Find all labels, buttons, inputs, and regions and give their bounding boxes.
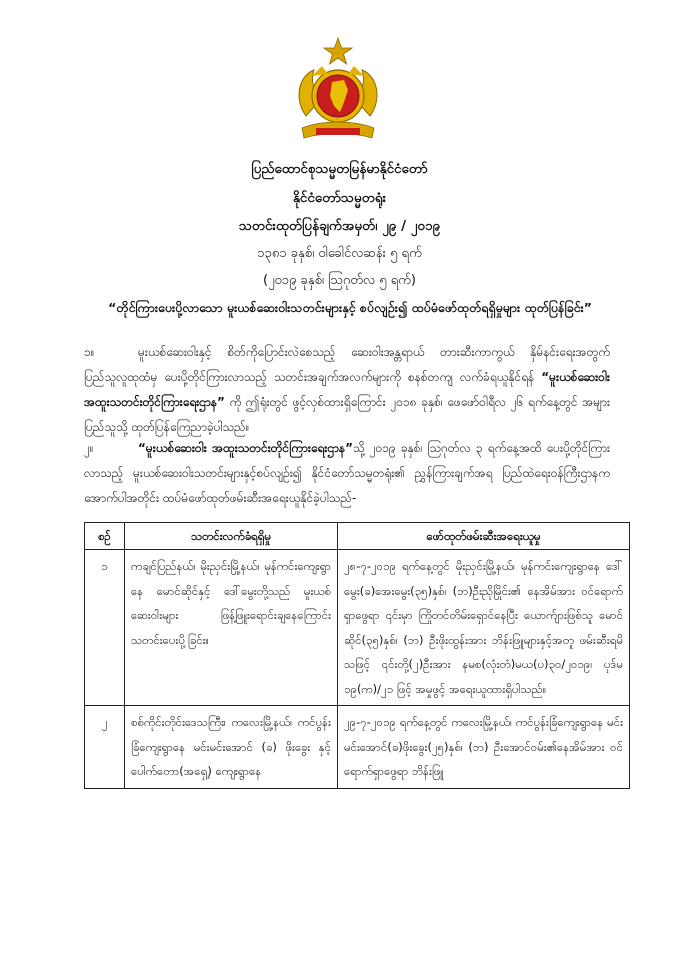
myanmar-date: ၁၃၈၁ ခုနှစ်၊ ဝါခေါင်လဆန်း ၅ ရက်	[257, 246, 422, 261]
paragraph-1-text-a: မူးယစ်ဆေးဝါးနှင့် စိတ်ကိုပြောင်းလဲစေသည့် ဆေးဝါးအန္တရာယ် တားဆီးကာကွယ် နှိမ်နင်းရေးအတွက် ပြည်သူလူထုထံမှ ပေးပို့တိုင်ကြားလာသည့် သတင်းအချက်အလက်များကို စနစ်တကျ လက်ခံရယူနိုင်ရန်	[84, 345, 610, 384]
header-action: ဖော်ထုတ်ဖမ်းဆီးအရေးယူမှု	[338, 523, 630, 550]
release-number: သတင်းထုတ်ပြန်ချက်အမှတ်၊ ၂၉ / ၂၀၁၉	[238, 218, 441, 234]
row-serial: ၁	[85, 550, 125, 706]
row-action: ၂၈-၇-၂၀၁၉ ရက်နေ့တွင် မိုးညှင်းမြို့နယ်၊ မုန်ကင်းကျေးရွာနေ ဒေါ်မွေး(ခ)အေးမွေး(၃၅)နှစ်၊ (ဘ)ဦးညိုမြိုင်း၏ နေအိမ်အား ဝင်ရောက်ရှာဖွေရာ ၎င်းမှာ ကြိုတင်တိမ်းရှောင်နေပြီး ယောက်ျားဖြစ်သူ မောင်ဆိုင်(၃၅)နှစ်၊ (ဘ) ဦးဖိုးထွန်းအား ဘိန်းဖြူများနှင့်အတူ ဖမ်းဆီးရမိသဖြင့် ၎င်းတို့(၂)ဦးအား နမစ(လုံးတံ)မယ(ပ)၃၀/၂၀၁၉၊ ပုဒ်မ ၁၉(က)/၂၁ ဖြင့် အမှုဖွင့် အရေးယူထားရှိပါသည်။	[338, 550, 630, 706]
table-header-row	[85, 523, 630, 550]
row-received: ကချင်ပြည်နယ်၊ မိုးညှင်းမြို့နယ်၊ မုန်ကင်းကျေးရွာနေ မောင်ဆိုင်နှင့် ဒေါ်မွေးတို့သည် မူးယစ်ဆေးဝါးများ ဖြန့်ဖြူးရောင်းချနေကြောင်း သတင်းပေးပို့ခြင်း။	[125, 550, 338, 706]
seizure-table	[84, 522, 630, 789]
header-serial: စဉ်	[85, 523, 125, 550]
paragraph-2-number: ၂။	[84, 441, 94, 455]
table-row	[85, 706, 630, 789]
state-name: ပြည်ထောင်စုသမ္မတမြန်မာနိုင်ငံတော်	[251, 161, 428, 177]
paragraph-1-number: ၁။	[84, 345, 95, 359]
table-row	[85, 550, 630, 706]
myanmar-state-emblem-icon	[292, 36, 384, 146]
paragraph-2	[84, 436, 610, 511]
paragraph-1	[84, 340, 610, 440]
row-action: ၂၉-၇-၂၀၁၉ ရက်နေ့တွင် ကလေးမြို့နယ်၊ ကင်ပွန်းခြံကျေးရွာနေ မင်းမင်းအောင်(ခ)ဖိုးခွေး(၂၅)နှစ်၊ (ဘ) ဦးအောင်ဝမ်း၏နေအိမ်အား ဝင်ရောက်ရှာဖွေရာ ဘိန်းဖြူ	[338, 706, 630, 789]
row-received: စစ်ကိုင်းတိုင်းဒေသကြီး၊ ကလေးမြို့နယ်၊ ကင်ပွန်းခြံကျေးရွာနေ မင်းမင်းအောင် (ခ) ဖိုးခွေး နှင့် ပေါက်တော(အရှေ့) ကျေးရွာနေ	[125, 706, 338, 789]
paragraph-2-bold: “မူးယစ်ဆေးဝါး အထူးသတင်းတိုင်ကြားရေးဌာန”	[138, 441, 354, 455]
header-received: သတင်းလက်ခံရရှိမှု	[125, 523, 338, 550]
release-title: “တိုင်ကြားပေးပို့လာသော မူးယစ်ဆေးဝါးသတင်းများနှင့် စပ်လျဉ်း၍ ထပ်မံဖော်ထုတ်ရရှိမှုများ ထုတ်ပြန်ခြင်း”	[108, 300, 592, 315]
paragraph-1-text-b: ကို ဤရုံးတွင် ဖွင့်လှစ်ထားရှိကြောင်း ၂၀၁၈ ခုနှစ်၊ ဖေဖော်ဝါရီလ ၂၆ ရက်နေ့တွင် အများပြည်သူသို့ ထုတ်ပြန်ကြေညာခဲ့ပါသည်။	[84, 395, 610, 434]
row-serial: ၂	[85, 706, 125, 789]
office-name: နိုင်ငံတော်သမ္မတရုံး	[292, 190, 387, 206]
gregorian-date: (၂၀၁၉ ခုနှစ်၊ ဩဂုတ်လ ၅ ရက်)	[263, 273, 416, 288]
paragraph-1-bold: “မူးယစ်ဆေးဝါး အထူးသတင်းတိုင်ကြားရေးဌာန”	[84, 370, 610, 409]
paragraph-2-text: သို့ ၂၀၁၉ ခုနှစ်၊ ဩဂုတ်လ ၃ ရက်နေ့အထိ ပေးပို့တိုင်ကြားလာသည့် မူးယစ်ဆေးဝါးသတင်းများနှင့်စပ်လျဉ်း၍ နိုင်ငံတော်သမ္မတရုံး၏ ညွှန်ကြားချက်အရ ပြည်ထဲရေးဝန်ကြီးဌာနက အောက်ပါအတိုင်း ထပ်မံဖော်ထုတ်ဖမ်းဆီးအရေးယူနိုင်ခဲ့ပါသည်-	[84, 441, 610, 505]
